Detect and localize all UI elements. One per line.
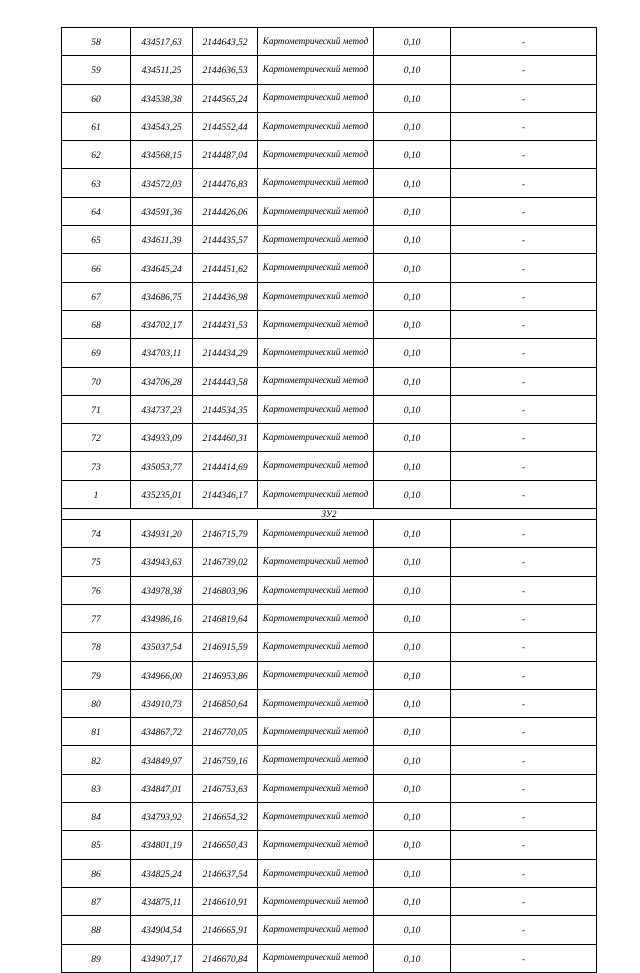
accuracy-cell: 0,10	[374, 803, 451, 831]
point-number: 66	[62, 254, 131, 282]
table-row	[62, 28, 597, 56]
method-cell: Картометрический метод	[258, 282, 374, 310]
table-row	[62, 282, 597, 310]
table-row	[62, 548, 597, 576]
coord-x: 434568,15	[131, 141, 193, 169]
accuracy-cell: 0,10	[374, 859, 451, 887]
note-cell: -	[451, 282, 597, 310]
coord-x: 434801,19	[131, 831, 193, 859]
method-cell: Картометрический метод	[258, 887, 374, 915]
note-cell: -	[451, 520, 597, 548]
point-number: 64	[62, 197, 131, 225]
table-row	[62, 367, 597, 395]
accuracy-cell: 0,10	[374, 520, 451, 548]
accuracy-cell: 0,10	[374, 56, 451, 84]
point-number: 87	[62, 887, 131, 915]
method-cell: Картометрический метод	[258, 169, 374, 197]
note-cell: -	[451, 84, 597, 112]
method-cell: Картометрический метод	[258, 916, 374, 944]
point-number: 65	[62, 226, 131, 254]
table-row	[62, 56, 597, 84]
point-number: 84	[62, 803, 131, 831]
coord-x: 434849,97	[131, 746, 193, 774]
coord-y: 2146739,02	[193, 548, 258, 576]
accuracy-cell: 0,10	[374, 718, 451, 746]
method-cell: Картометрический метод	[258, 424, 374, 452]
coord-y: 2144434,29	[193, 339, 258, 367]
point-number: 63	[62, 169, 131, 197]
point-number: 89	[62, 944, 131, 972]
coord-x: 434966,00	[131, 661, 193, 689]
point-number: 79	[62, 661, 131, 689]
coord-y: 2144636,53	[193, 56, 258, 84]
method-cell: Картометрический метод	[258, 859, 374, 887]
table-row	[62, 831, 597, 859]
section-label: ЗУ2	[62, 509, 597, 520]
note-cell: -	[451, 254, 597, 282]
accuracy-cell: 0,10	[374, 310, 451, 338]
coord-x: 434686,75	[131, 282, 193, 310]
method-cell: Картометрический метод	[258, 576, 374, 604]
method-cell: Картометрический метод	[258, 254, 374, 282]
note-cell: -	[451, 226, 597, 254]
note-cell: -	[451, 56, 597, 84]
table-row	[62, 718, 597, 746]
accuracy-cell: 0,10	[374, 424, 451, 452]
table-row	[62, 452, 597, 480]
coord-y: 2144565,24	[193, 84, 258, 112]
coord-y: 2146953,86	[193, 661, 258, 689]
method-cell: Картометрический метод	[258, 226, 374, 254]
point-number: 1	[62, 480, 131, 508]
accuracy-cell: 0,10	[374, 604, 451, 632]
coord-x: 434706,28	[131, 367, 193, 395]
coord-y: 2144414,69	[193, 452, 258, 480]
coord-y: 2146670,84	[193, 944, 258, 972]
table-row	[62, 169, 597, 197]
coord-y: 2144346,17	[193, 480, 258, 508]
coordinates-table	[61, 27, 597, 973]
note-cell: -	[451, 141, 597, 169]
note-cell: -	[451, 169, 597, 197]
accuracy-cell: 0,10	[374, 452, 451, 480]
table-row	[62, 310, 597, 338]
point-number: 67	[62, 282, 131, 310]
coord-x: 434703,11	[131, 339, 193, 367]
point-number: 75	[62, 548, 131, 576]
coord-y: 2146650,43	[193, 831, 258, 859]
coord-x: 434543,25	[131, 112, 193, 140]
accuracy-cell: 0,10	[374, 831, 451, 859]
table-row	[62, 520, 597, 548]
method-cell: Картометрический метод	[258, 367, 374, 395]
table-row	[62, 141, 597, 169]
coord-y: 2144436,98	[193, 282, 258, 310]
coord-y: 2146770,05	[193, 718, 258, 746]
point-number: 86	[62, 859, 131, 887]
note-cell: -	[451, 718, 597, 746]
coord-y: 2144460,31	[193, 424, 258, 452]
note-cell: -	[451, 774, 597, 802]
point-number: 58	[62, 28, 131, 56]
point-number: 88	[62, 916, 131, 944]
coord-x: 434867,72	[131, 718, 193, 746]
method-cell: Картометрический метод	[258, 480, 374, 508]
note-cell: -	[451, 112, 597, 140]
point-number: 59	[62, 56, 131, 84]
accuracy-cell: 0,10	[374, 661, 451, 689]
method-cell: Картометрический метод	[258, 746, 374, 774]
note-cell: -	[451, 197, 597, 225]
accuracy-cell: 0,10	[374, 197, 451, 225]
accuracy-cell: 0,10	[374, 746, 451, 774]
method-cell: Картометрический метод	[258, 452, 374, 480]
coord-x: 434611,39	[131, 226, 193, 254]
method-cell: Картометрический метод	[258, 112, 374, 140]
method-cell: Картометрический метод	[258, 197, 374, 225]
table-row	[62, 604, 597, 632]
coord-y: 2144435,57	[193, 226, 258, 254]
accuracy-cell: 0,10	[374, 28, 451, 56]
coord-x: 434907,17	[131, 944, 193, 972]
table-row	[62, 689, 597, 717]
point-number: 76	[62, 576, 131, 604]
coord-y: 2146819,64	[193, 604, 258, 632]
method-cell: Картометрический метод	[258, 604, 374, 632]
note-cell: -	[451, 746, 597, 774]
coord-x: 434978,38	[131, 576, 193, 604]
accuracy-cell: 0,10	[374, 633, 451, 661]
point-number: 69	[62, 339, 131, 367]
table-row	[62, 254, 597, 282]
point-number: 71	[62, 395, 131, 423]
note-cell: -	[451, 548, 597, 576]
method-cell: Картометрический метод	[258, 718, 374, 746]
note-cell: -	[451, 452, 597, 480]
point-number: 61	[62, 112, 131, 140]
table-row	[62, 84, 597, 112]
note-cell: -	[451, 689, 597, 717]
accuracy-cell: 0,10	[374, 944, 451, 972]
accuracy-cell: 0,10	[374, 916, 451, 944]
table-row	[62, 395, 597, 423]
coord-y: 2144476,83	[193, 169, 258, 197]
coord-y: 2144451,62	[193, 254, 258, 282]
note-cell: -	[451, 859, 597, 887]
table-row	[62, 774, 597, 802]
coord-x: 434910,73	[131, 689, 193, 717]
method-cell: Картометрический метод	[258, 661, 374, 689]
accuracy-cell: 0,10	[374, 254, 451, 282]
coord-x: 434793,92	[131, 803, 193, 831]
table-row	[62, 859, 597, 887]
point-number: 83	[62, 774, 131, 802]
point-number: 62	[62, 141, 131, 169]
point-number: 80	[62, 689, 131, 717]
table-row	[62, 480, 597, 508]
method-cell: Картометрический метод	[258, 520, 374, 548]
coord-x: 434986,16	[131, 604, 193, 632]
coord-x: 434737,23	[131, 395, 193, 423]
accuracy-cell: 0,10	[374, 480, 451, 508]
accuracy-cell: 0,10	[374, 112, 451, 140]
note-cell: -	[451, 480, 597, 508]
coord-x: 434943,63	[131, 548, 193, 576]
coord-x: 434511,25	[131, 56, 193, 84]
table-section	[62, 509, 597, 520]
table-body-parcel-2	[62, 520, 597, 973]
note-cell: -	[451, 633, 597, 661]
coord-x: 435037,54	[131, 633, 193, 661]
table-row	[62, 197, 597, 225]
coord-y: 2146759,16	[193, 746, 258, 774]
coord-x: 435235,01	[131, 480, 193, 508]
coord-y: 2146915,59	[193, 633, 258, 661]
coord-y: 2144534,35	[193, 395, 258, 423]
accuracy-cell: 0,10	[374, 169, 451, 197]
method-cell: Картометрический метод	[258, 395, 374, 423]
method-cell: Картометрический метод	[258, 831, 374, 859]
coord-x: 435053,77	[131, 452, 193, 480]
accuracy-cell: 0,10	[374, 226, 451, 254]
table-row	[62, 746, 597, 774]
method-cell: Картометрический метод	[258, 310, 374, 338]
coord-y: 2146654,32	[193, 803, 258, 831]
point-number: 85	[62, 831, 131, 859]
table-row	[62, 339, 597, 367]
accuracy-cell: 0,10	[374, 395, 451, 423]
point-number: 77	[62, 604, 131, 632]
coord-y: 2146637,54	[193, 859, 258, 887]
table-row	[62, 944, 597, 972]
table-row	[62, 803, 597, 831]
coord-x: 434875,11	[131, 887, 193, 915]
accuracy-cell: 0,10	[374, 689, 451, 717]
method-cell: Картометрический метод	[258, 774, 374, 802]
coord-y: 2144443,58	[193, 367, 258, 395]
coord-x: 434847,01	[131, 774, 193, 802]
note-cell: -	[451, 916, 597, 944]
accuracy-cell: 0,10	[374, 576, 451, 604]
method-cell: Картометрический метод	[258, 339, 374, 367]
accuracy-cell: 0,10	[374, 84, 451, 112]
method-cell: Картометрический метод	[258, 56, 374, 84]
coord-x: 434702,17	[131, 310, 193, 338]
point-number: 72	[62, 424, 131, 452]
note-cell: -	[451, 576, 597, 604]
coord-x: 434572,03	[131, 169, 193, 197]
table-row	[62, 661, 597, 689]
coord-y: 2144487,04	[193, 141, 258, 169]
coord-y: 2144643,52	[193, 28, 258, 56]
coord-x: 434538,38	[131, 84, 193, 112]
coord-y: 2146715,79	[193, 520, 258, 548]
point-number: 73	[62, 452, 131, 480]
note-cell: -	[451, 604, 597, 632]
method-cell: Картометрический метод	[258, 689, 374, 717]
table-row	[62, 576, 597, 604]
section-row	[62, 509, 597, 520]
point-number: 81	[62, 718, 131, 746]
coord-x: 434591,36	[131, 197, 193, 225]
table-body-parcel-1	[62, 28, 597, 509]
coord-x: 434933,09	[131, 424, 193, 452]
coord-x: 434931,20	[131, 520, 193, 548]
method-cell: Картометрический метод	[258, 633, 374, 661]
note-cell: -	[451, 395, 597, 423]
accuracy-cell: 0,10	[374, 774, 451, 802]
coord-y: 2144426,06	[193, 197, 258, 225]
note-cell: -	[451, 661, 597, 689]
method-cell: Картометрический метод	[258, 28, 374, 56]
method-cell: Картометрический метод	[258, 944, 374, 972]
table-row	[62, 424, 597, 452]
table-row	[62, 633, 597, 661]
accuracy-cell: 0,10	[374, 887, 451, 915]
accuracy-cell: 0,10	[374, 282, 451, 310]
note-cell: -	[451, 28, 597, 56]
point-number: 70	[62, 367, 131, 395]
coord-y: 2146665,91	[193, 916, 258, 944]
point-number: 68	[62, 310, 131, 338]
coord-x: 434904,54	[131, 916, 193, 944]
point-number: 82	[62, 746, 131, 774]
coord-y: 2146803,96	[193, 576, 258, 604]
coord-y: 2146753,63	[193, 774, 258, 802]
method-cell: Картометрический метод	[258, 141, 374, 169]
coord-y: 2144552,44	[193, 112, 258, 140]
method-cell: Картометрический метод	[258, 803, 374, 831]
table-row	[62, 226, 597, 254]
note-cell: -	[451, 803, 597, 831]
note-cell: -	[451, 367, 597, 395]
point-number: 60	[62, 84, 131, 112]
coord-x: 434517,63	[131, 28, 193, 56]
accuracy-cell: 0,10	[374, 339, 451, 367]
document-page	[61, 27, 596, 973]
table-row	[62, 916, 597, 944]
coord-y: 2146850,64	[193, 689, 258, 717]
table-row	[62, 112, 597, 140]
note-cell: -	[451, 310, 597, 338]
point-number: 78	[62, 633, 131, 661]
coord-y: 2144431,53	[193, 310, 258, 338]
coord-x: 434825,24	[131, 859, 193, 887]
method-cell: Картометрический метод	[258, 84, 374, 112]
note-cell: -	[451, 339, 597, 367]
coord-y: 2146610,91	[193, 887, 258, 915]
accuracy-cell: 0,10	[374, 548, 451, 576]
accuracy-cell: 0,10	[374, 367, 451, 395]
note-cell: -	[451, 424, 597, 452]
note-cell: -	[451, 831, 597, 859]
accuracy-cell: 0,10	[374, 141, 451, 169]
method-cell: Картометрический метод	[258, 548, 374, 576]
note-cell: -	[451, 944, 597, 972]
table-row	[62, 887, 597, 915]
note-cell: -	[451, 887, 597, 915]
point-number: 74	[62, 520, 131, 548]
coord-x: 434645,24	[131, 254, 193, 282]
